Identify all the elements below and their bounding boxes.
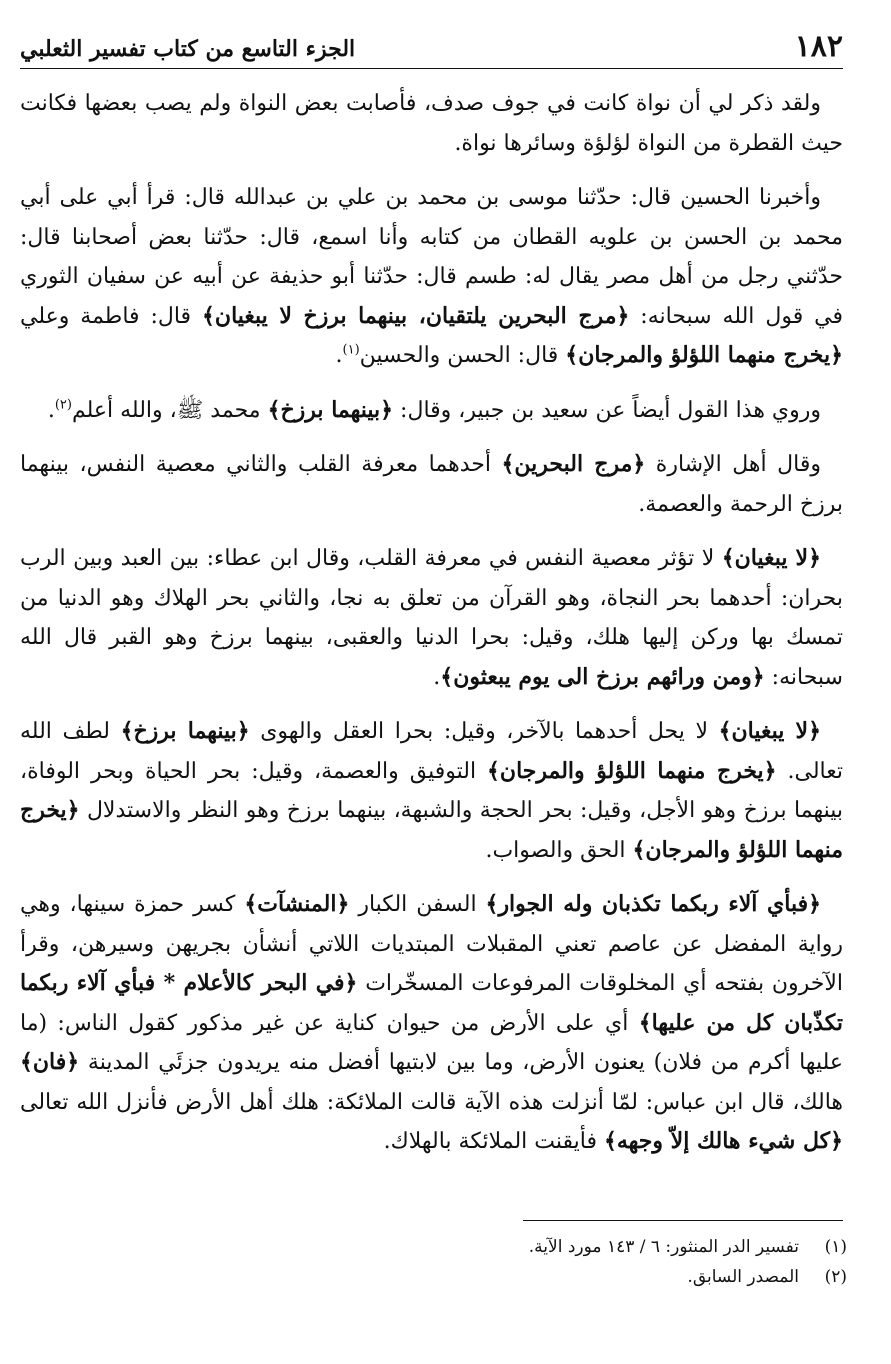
footnote-ref: (١): [342, 342, 360, 358]
footnote-text: المصدر السابق.: [687, 1267, 799, 1287]
text-run: قال: فاطمة وعلي: [20, 303, 203, 329]
paragraph-4: [20, 445, 843, 524]
footnote-text: تفسير الدر المنثور: ٦ / ١٤٣ مورد الآية.: [528, 1237, 799, 1257]
text-run: أي على الأرض من حيوان كناية عن غير مذكور كقول الناس: (ما عليها أكرم من فلان) يعنون الأرض، وما بين لابتيها أفضل منه يريدون جزئَي المدينة: [20, 1010, 843, 1075]
quran-quote: ﴿يخرج منهما اللؤلؤ والمرجان﴾: [20, 797, 843, 863]
text-run: فأيقنت الملائكة بالهلاك.: [383, 1129, 604, 1154]
paragraph-5: [20, 539, 843, 697]
footnote-1: [20, 1232, 847, 1262]
text-run: وروي هذا القول أيضاً عن سعيد بن جبير، وقال:: [393, 397, 821, 423]
text-run: كسر حمزة سينها، وهي رواية المفضل عن عاصم تعني المقبلات المبتديات اللاتي أنشأن بجريهن وسيرهن، وقرأ الآخرون بفتحه أي المخلوقات المرفوعات المسخّرات: [20, 892, 843, 996]
quran-quote: ﴿كل شيء هالك إلاّ وجهه﴾: [603, 1128, 843, 1154]
footnote-2: [20, 1262, 847, 1292]
quran-quote: ﴿ومن ورائهم برزخ الى يوم يبعثون﴾: [440, 663, 765, 690]
quran-quote: ﴿مرج البحرين﴾: [501, 451, 646, 477]
paragraph-1: [20, 84, 843, 163]
text-run: ولقد ذكر لي أن نواة كانت في جوف صدف، فأصابت بعض النواة ولم يصب بعضها فكانت حيث القطرة من النواة لؤلؤة وسائرها نواة.: [20, 91, 843, 156]
paragraph-2: [20, 178, 843, 376]
main-text: [20, 84, 843, 1177]
quran-quote: ﴿فبأي آلاء ربكما تكذبان وله الجوار﴾: [485, 891, 821, 917]
paragraph-7: [20, 885, 843, 1162]
quran-quote: ﴿فان﴾: [20, 1049, 80, 1075]
quran-quote: ﴿بينهما برزخ﴾: [267, 396, 394, 423]
text-run: وقال أهل الإشارة: [645, 452, 821, 477]
quran-quote: ﴿المنشآت﴾: [244, 891, 350, 917]
text-run: أحدهما معرفة القلب والثاني معصية النفس، بينهما برزخ الرحمة والعصمة.: [20, 452, 843, 517]
quran-quote: ﴿لا يبغيان﴾: [718, 718, 821, 744]
running-title: الجزء التاسع من كتاب تفسير الثعلبي: [20, 36, 356, 62]
text-run: وأخبرنا الحسين قال: حدّثنا موسى بن محمد بن علي بن عبدالله قال: قرأ أبي على أبي محمد بن الحسن بن علويه القطان من كتابه وأنا اسمع، قال: حدّثنا بعض أصحابنا قال: حدّثني رجل من أهل مصر يقال له: طسم قال: حدّثنا أبو حذيفة عن أبيه عن سفيان الثوري في قول الله سبحانه:: [20, 185, 843, 329]
text-run: هالك، قال ابن عباس: لمّا أنزلت هذه الآية قالت الملائكة: هلك أهل الأرض فأنزل الله تعالى: [20, 1089, 843, 1115]
text-run: .: [433, 664, 441, 690]
text-run: قال: الحسن والحسين: [359, 343, 566, 368]
text-run: .: [47, 397, 55, 423]
paragraph-6: [20, 712, 843, 870]
text-run: .: [335, 343, 343, 368]
footnote-number: (١): [824, 1237, 847, 1257]
footnote-divider: [523, 1220, 843, 1221]
text-run: السفن الكبار: [349, 892, 486, 917]
quran-quote: ﴿يخرج منهما اللؤلؤ والمرجان﴾: [565, 342, 843, 368]
text-run: محمد ﷺ، والله أعلم: [71, 397, 268, 423]
footnote-ref: (٢): [54, 397, 72, 413]
text-run: التوفيق والعصمة، وقيل: بحر الحياة وبحر الوفاة، بينهما برزخ وهو الأجل، وقيل: بحر الحجة والشبهة، بينهما برزخ وهو النظر والاستدلال: [20, 758, 843, 823]
text-run: لا تؤثر معصية النفس في معرفة القلب، وقال ابن عطاء: بين العبد وبين الرب بحران: أحدهما بحر النجاة، وهو القرآن من تعلق به نجا، والثاني بحر الهلاك وهو الدنيا من تمسك بها وركن إليها هلك، وقيل: بحرا الدنيا والعقبى، بينهما برزخ وهو القبر قال الله سبحانه:: [20, 546, 843, 690]
quran-quote: ﴿لا يبغيان﴾: [721, 545, 821, 571]
page-header: [20, 22, 843, 69]
text-run: لا يحل أحدهما بالآخر، وقيل: بحرا العقل والهوى: [249, 719, 719, 744]
page-number: ١٨٢: [794, 29, 843, 64]
text-run: لطف الله تعالى.: [20, 719, 843, 784]
paragraph-3: [20, 391, 843, 431]
quran-quote: ﴿بينهما برزخ﴾: [120, 718, 250, 744]
quran-quote: ﴿مرج البحرين يلتقيان، بينهما برزخ لا يبغيان﴾: [202, 302, 630, 329]
footnote-number: (٢): [824, 1267, 847, 1287]
quran-quote: ﴿يخرج منهما اللؤلؤ والمرجان﴾: [487, 757, 777, 784]
text-run: الحق والصواب.: [485, 837, 633, 863]
quran-quote: ﴿في البحر كالأعلام * فبأي آلاء ربكما تكذّبان كل من عليها﴾: [20, 970, 844, 1036]
footnotes: [20, 1232, 847, 1292]
